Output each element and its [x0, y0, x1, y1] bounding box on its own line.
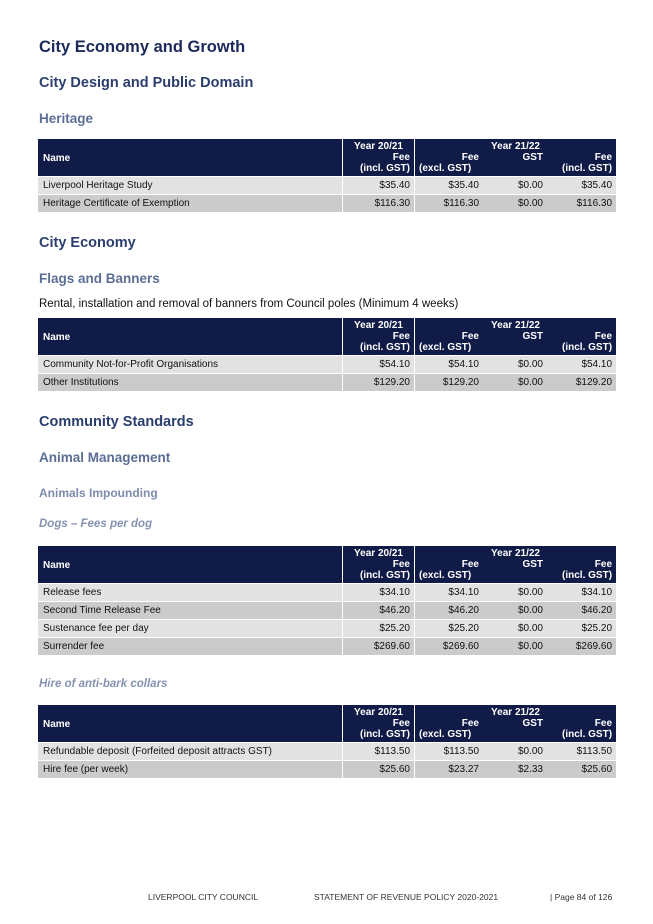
heritage-fees-table — [38, 139, 616, 212]
fee-2021-incl-gst-cell: $113.50 — [342, 742, 415, 760]
section-heading-city-design: City Design and Public Domain — [39, 75, 254, 91]
gst-cell: $0.00 — [483, 176, 547, 194]
column-header-gst: GST — [483, 331, 547, 342]
subsection-heading-animal-management: Animal Management — [39, 450, 171, 465]
fee-2122-incl-gst-cell: $116.30 — [547, 194, 616, 212]
gst-cell: $0.00 — [483, 194, 547, 212]
footer-page-number: | Page 84 of 126 — [550, 892, 613, 902]
fee-2122-incl-gst-cell: $269.60 — [547, 637, 616, 655]
column-header-gst: GST — [483, 718, 547, 729]
gst-cell: $0.00 — [483, 583, 547, 601]
column-header-blank — [483, 163, 547, 176]
fee-2021-incl-gst-cell: $269.60 — [342, 637, 415, 655]
fee-2021-incl-gst-cell: $46.20 — [342, 601, 415, 619]
fee-2122-incl-gst-cell: $25.20 — [547, 619, 616, 637]
column-header-name: Name — [38, 139, 342, 176]
table-header — [38, 139, 616, 176]
fee-2122-incl-gst-cell: $129.20 — [547, 373, 616, 391]
column-header-incl-gst: (incl. GST) — [547, 163, 616, 176]
page-title: City Economy and Growth — [39, 38, 246, 56]
fee-2122-excl-gst-cell: $269.60 — [415, 637, 483, 655]
anti-bark-collar-fees-table — [38, 705, 616, 778]
column-header-blank — [483, 342, 547, 355]
fee-name-cell: Other Institutions — [38, 373, 342, 391]
fee-2122-excl-gst-cell: $113.50 — [415, 742, 483, 760]
fee-name-cell: Surrender fee — [38, 637, 342, 655]
table-row — [38, 355, 616, 373]
column-header-gst: GST — [483, 559, 547, 570]
fee-2122-excl-gst-cell: $54.10 — [415, 355, 483, 373]
column-header-fee-excl: Fee — [415, 331, 483, 342]
column-header-excl-gst: (excl. GST) — [415, 729, 483, 742]
fee-2021-incl-gst-cell: $35.40 — [342, 176, 415, 194]
column-header-incl-gst-2021: (incl. GST) — [342, 570, 415, 583]
column-header-fee-2021: Fee — [342, 559, 415, 570]
column-header-fee-incl: Fee — [547, 152, 616, 163]
column-header-year-21-22: Year 21/22 — [415, 318, 616, 331]
column-header-fee-incl: Fee — [547, 718, 616, 729]
column-header-fee-2021: Fee — [342, 331, 415, 342]
fee-2122-excl-gst-cell: $46.20 — [415, 601, 483, 619]
fee-2122-incl-gst-cell: $34.10 — [547, 583, 616, 601]
table-header — [38, 318, 616, 355]
table-row — [38, 619, 616, 637]
fee-2122-incl-gst-cell: $25.60 — [547, 760, 616, 778]
table-row — [38, 176, 616, 194]
table-row — [38, 742, 616, 760]
column-header-excl-gst: (excl. GST) — [415, 342, 483, 355]
gst-cell: $0.00 — [483, 601, 547, 619]
subsection-heading-anti-bark-collars: Hire of anti-bark collars — [39, 678, 168, 690]
fee-2122-incl-gst-cell: $35.40 — [547, 176, 616, 194]
fee-name-cell: Release fees — [38, 583, 342, 601]
fee-name-cell: Community Not-for-Profit Organisations — [38, 355, 342, 373]
subsection-heading-animals-impounding: Animals Impounding — [39, 486, 158, 500]
fee-2021-incl-gst-cell: $116.30 — [342, 194, 415, 212]
subsection-heading-heritage: Heritage — [39, 111, 94, 126]
column-header-incl-gst: (incl. GST) — [547, 570, 616, 583]
table-row — [38, 373, 616, 391]
fee-name-cell: Hire fee (per week) — [38, 760, 342, 778]
table-header — [38, 546, 616, 583]
column-header-fee-2021: Fee — [342, 152, 415, 163]
column-header-year-20-21: Year 20/21 — [342, 318, 415, 331]
gst-cell: $0.00 — [483, 619, 547, 637]
column-header-blank — [483, 729, 547, 742]
column-header-name: Name — [38, 546, 342, 583]
table-row — [38, 760, 616, 778]
column-header-year-20-21: Year 20/21 — [342, 705, 415, 718]
column-header-gst: GST — [483, 152, 547, 163]
column-header-incl-gst: (incl. GST) — [547, 342, 616, 355]
column-header-name: Name — [38, 705, 342, 742]
column-header-fee-incl: Fee — [547, 559, 616, 570]
column-header-fee-2021: Fee — [342, 718, 415, 729]
column-header-year-20-21: Year 20/21 — [342, 546, 415, 559]
column-header-year-21-22: Year 21/22 — [415, 546, 616, 559]
fee-2021-incl-gst-cell: $34.10 — [342, 583, 415, 601]
fee-2122-excl-gst-cell: $25.20 — [415, 619, 483, 637]
fee-2021-incl-gst-cell: $54.10 — [342, 355, 415, 373]
fee-2122-incl-gst-cell: $113.50 — [547, 742, 616, 760]
column-header-name: Name — [38, 318, 342, 355]
fee-name-cell: Heritage Certificate of Exemption — [38, 194, 342, 212]
table-row — [38, 583, 616, 601]
gst-cell: $0.00 — [483, 742, 547, 760]
column-header-year-20-21: Year 20/21 — [342, 139, 415, 152]
table-row — [38, 194, 616, 212]
table-header — [38, 705, 616, 742]
fee-2122-incl-gst-cell: $46.20 — [547, 601, 616, 619]
fee-2021-incl-gst-cell: $25.60 — [342, 760, 415, 778]
footer-council-name: LIVERPOOL CITY COUNCIL — [148, 892, 259, 902]
fee-2122-excl-gst-cell: $23.27 — [415, 760, 483, 778]
column-header-excl-gst: (excl. GST) — [415, 163, 483, 176]
subsection-heading-flags-banners: Flags and Banners — [39, 271, 160, 286]
fee-name-cell: Second Time Release Fee — [38, 601, 342, 619]
gst-cell: $0.00 — [483, 355, 547, 373]
gst-cell: $2.33 — [483, 760, 547, 778]
gst-cell: $0.00 — [483, 637, 547, 655]
section-heading-city-economy: City Economy — [39, 235, 136, 251]
banners-fees-table — [38, 318, 616, 391]
fee-name-cell: Refundable deposit (Forfeited deposit attracts GST) — [38, 742, 342, 760]
fee-2122-excl-gst-cell: $129.20 — [415, 373, 483, 391]
gst-cell: $0.00 — [483, 373, 547, 391]
column-header-year-21-22: Year 21/22 — [415, 139, 616, 152]
fee-2122-incl-gst-cell: $54.10 — [547, 355, 616, 373]
dog-fees-table — [38, 546, 616, 655]
column-header-fee-excl: Fee — [415, 152, 483, 163]
column-header-incl-gst-2021: (incl. GST) — [342, 342, 415, 355]
fee-2122-excl-gst-cell: $116.30 — [415, 194, 483, 212]
fee-2021-incl-gst-cell: $129.20 — [342, 373, 415, 391]
fee-2122-excl-gst-cell: $34.10 — [415, 583, 483, 601]
column-header-incl-gst: (incl. GST) — [547, 729, 616, 742]
column-header-fee-excl: Fee — [415, 718, 483, 729]
fee-name-cell: Liverpool Heritage Study — [38, 176, 342, 194]
column-header-fee-excl: Fee — [415, 559, 483, 570]
section-heading-community-standards: Community Standards — [39, 414, 194, 430]
column-header-year-21-22: Year 21/22 — [415, 705, 616, 718]
fee-2122-excl-gst-cell: $35.40 — [415, 176, 483, 194]
column-header-excl-gst: (excl. GST) — [415, 570, 483, 583]
column-header-incl-gst-2021: (incl. GST) — [342, 163, 415, 176]
fee-name-cell: Sustenance fee per day — [38, 619, 342, 637]
banners-description: Rental, installation and removal of banners from Council poles (Minimum 4 weeks) — [39, 298, 459, 310]
column-header-incl-gst-2021: (incl. GST) — [342, 729, 415, 742]
column-header-fee-incl: Fee — [547, 331, 616, 342]
table-row — [38, 601, 616, 619]
fee-2021-incl-gst-cell: $25.20 — [342, 619, 415, 637]
footer-statement-title: STATEMENT OF REVENUE POLICY 2020-2021 — [314, 892, 499, 902]
table-row — [38, 637, 616, 655]
column-header-blank — [483, 570, 547, 583]
subsection-heading-dogs-fees: Dogs – Fees per dog — [39, 518, 153, 530]
